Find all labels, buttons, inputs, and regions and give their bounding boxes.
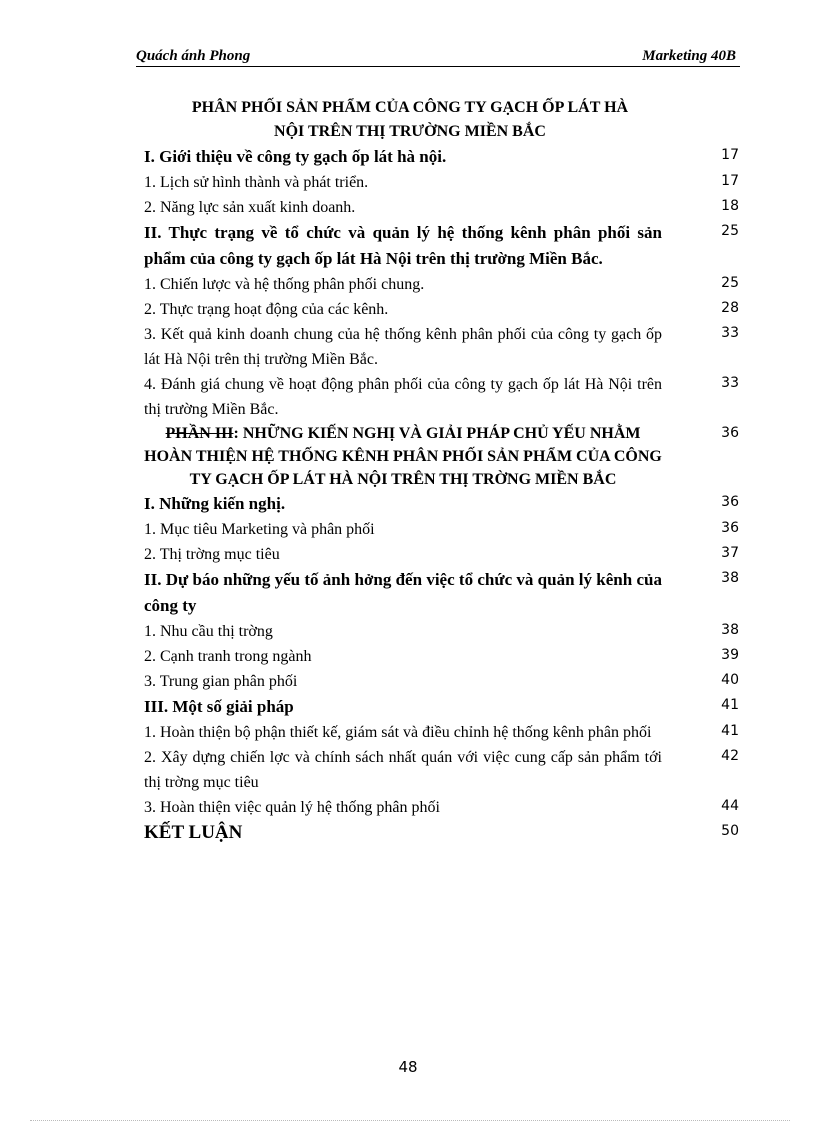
toc-part-heading (144, 422, 739, 491)
toc-entry (144, 542, 739, 567)
toc-entry (144, 297, 739, 322)
toc-entry-page: 42 (721, 748, 739, 764)
toc-entry (144, 195, 739, 220)
toc-entry-text: III. Một số giải pháp (144, 697, 294, 716)
header-author: Quách ánh Phong (136, 48, 251, 64)
toc-entry-page: 50 (721, 823, 739, 839)
toc-entry (144, 567, 739, 619)
toc-entry (144, 795, 739, 820)
part-title: : NHỮNG KIẾN NGHỊ VÀ GIẢI PHÁP CHỦ YẾU NHẰM HOÀN THIỆN HỆ THỐNG KÊNH PHÂN PHỐI SẢN PHẨM CỦA CÔNG TY GẠCH ỐP LÁT HÀ NỘI TRÊN THỊ TRỜNG MIỀN BẮC (144, 425, 662, 488)
toc-entry-text: 3. Trung gian phân phối (144, 673, 298, 690)
toc-entry (144, 322, 739, 372)
toc-entry-page: 18 (721, 198, 739, 214)
toc-entry-page: 37 (721, 545, 739, 561)
toc-entry (144, 170, 739, 195)
toc-entry-text: 1. Chiến lược và hệ thống phân phối chung. (144, 276, 425, 293)
section-title-line-2: NỘI TRÊN THỊ TRƯỜNG MIỀN BẮC (274, 123, 546, 140)
toc-entry-text: 2. Năng lực sản xuất kinh doanh. (144, 199, 356, 216)
toc-entry-page: 33 (721, 375, 739, 391)
toc-entry (144, 820, 739, 846)
page-header (136, 48, 740, 67)
toc-entry-page: 38 (721, 622, 739, 638)
toc-entry (144, 644, 739, 669)
toc-entry-page: 33 (721, 325, 739, 341)
toc-entry-page: 38 (721, 570, 739, 586)
toc-entry-text: I. Giới thiệu về công ty gạch ốp lát hà nội. (144, 147, 447, 166)
toc-entry-page: 28 (721, 300, 739, 316)
toc-entry-page: 25 (721, 275, 739, 291)
toc-entry-text: 2. Cạnh tranh trong ngành (144, 648, 312, 665)
toc-entry-page: 36 (721, 425, 739, 441)
toc-entry (144, 372, 739, 422)
toc-entry-text: 2. Xây dựng chiến lợc và chính sách nhất quán với việc cung cấp sản phẩm tới thị trờng mục tiêu (144, 749, 662, 791)
toc-entry-text: 2. Thị trờng mục tiêu (144, 546, 280, 563)
header-course: Marketing 40B (642, 48, 736, 64)
toc-entry-text: 4. Đánh giá chung về hoạt động phân phối của công ty gạch ốp lát Hà Nội trên thị trường Miền Bắc. (144, 376, 662, 418)
toc-entry-text: II. Thực trạng về tổ chức và quản lý hệ thống kênh phân phối sản phẩm của công ty gạch ốp lát Hà Nội trên thị trường Miền Bắc. (144, 223, 662, 268)
toc-entry (144, 694, 739, 720)
toc-entry (144, 272, 739, 297)
toc-entry (144, 144, 739, 170)
toc-entry-page: 36 (721, 494, 739, 510)
part-label: PHẦN III (165, 425, 234, 442)
toc-entry-text: 2. Thực trạng hoạt động của các kênh. (144, 301, 389, 318)
toc-entry (144, 517, 739, 542)
toc-entry-text: 1. Hoàn thiện bộ phận thiết kế, giám sát và điều chỉnh hệ thống kênh phân phối (144, 724, 652, 741)
toc-entry (144, 720, 739, 745)
toc-entry-text: 1. Mục tiêu Marketing và phân phối (144, 521, 375, 538)
toc-entry-text: 1. Lịch sử hình thành và phát triển. (144, 174, 369, 191)
toc-entry-page: 44 (721, 798, 739, 814)
toc-entry-page: 17 (721, 173, 739, 189)
toc-entry-text: 3. Hoàn thiện việc quản lý hệ thống phân phối (144, 799, 440, 816)
toc-entry-text (144, 422, 662, 491)
section-title-line-1: PHÂN PHỐI SẢN PHẨM CỦA CÔNG TY GẠCH ỐP LÁT HÀ (191, 99, 629, 116)
toc-entry (144, 491, 739, 517)
toc-entry (144, 619, 739, 644)
toc-entry-text: I. Những kiến nghị. (144, 494, 286, 513)
toc-entry (144, 669, 739, 694)
page-bottom-divider (30, 1120, 790, 1121)
toc-entry-text: 3. Kết quả kinh doanh chung của hệ thống kênh phân phối của công ty gạch ốp lát Hà Nội trên thị trường Miền Bắc. (144, 326, 662, 368)
toc-entry-text: 1. Nhu cầu thị trờng (144, 623, 273, 640)
toc-entry-page: 40 (721, 672, 739, 688)
page-number: 48 (398, 1058, 418, 1076)
toc-entry-page: 36 (721, 520, 739, 536)
toc-entry-text: KẾT LUẬN (144, 822, 243, 843)
section-title (140, 96, 680, 144)
toc-entry-page: 41 (721, 723, 739, 739)
toc-entry-page: 25 (721, 223, 739, 239)
table-of-contents (144, 144, 739, 846)
toc-entry-text: II. Dự báo những yếu tố ảnh hởng đến việc tổ chức và quản lý kênh của công ty (144, 570, 662, 615)
toc-entry (144, 745, 739, 795)
toc-entry-page: 39 (721, 647, 739, 663)
toc-entry-page: 17 (721, 147, 739, 163)
toc-entry (144, 220, 739, 272)
toc-entry-page: 41 (721, 697, 739, 713)
